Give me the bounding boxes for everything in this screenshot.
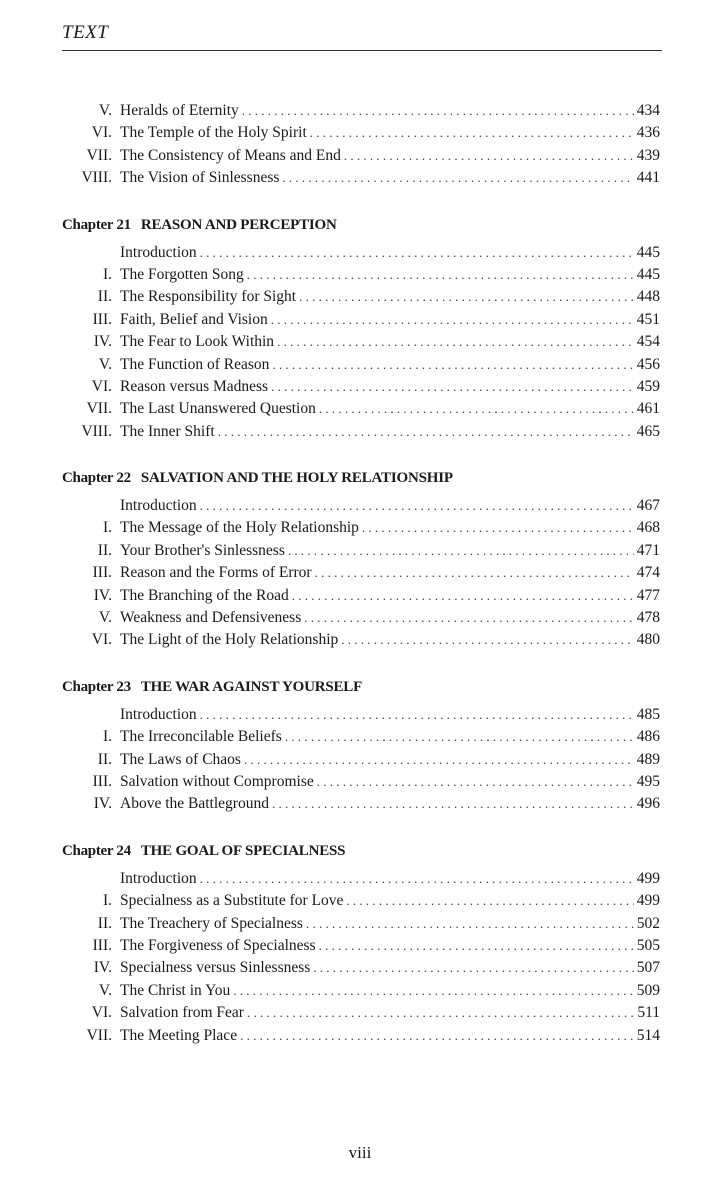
- toc-entry: [62, 935, 660, 957]
- toc-entry: [62, 562, 660, 584]
- section-page-number: 499: [636, 869, 660, 887]
- section-title: Introduction: [120, 243, 197, 261]
- section-page-number: 448: [636, 288, 660, 306]
- dot-leader: [277, 331, 634, 353]
- section-number: II.: [97, 750, 112, 768]
- section-number: I.: [102, 265, 112, 283]
- toc-entry: [62, 354, 660, 376]
- dot-leader: [272, 793, 634, 815]
- section-number: VI.: [91, 631, 112, 649]
- section-page-number: 514: [636, 1026, 660, 1044]
- dot-leader: [242, 100, 634, 122]
- dot-leader: [310, 122, 634, 144]
- section-title: Your Brother's Sinlessness: [120, 541, 285, 559]
- dot-leader: [306, 913, 634, 935]
- section-number: V.: [98, 355, 112, 373]
- dot-leader: [200, 242, 634, 264]
- toc-entry: [62, 771, 660, 793]
- dot-leader: [200, 495, 634, 517]
- section-number: II.: [97, 288, 112, 306]
- dot-leader: [285, 726, 634, 748]
- toc-entry: [62, 629, 660, 651]
- chapter-spacer: [62, 816, 660, 840]
- toc-entry: [62, 309, 660, 331]
- section-title: The Christ in You: [120, 981, 231, 999]
- section-number: VIII.: [81, 169, 112, 187]
- section-title: Above the Battleground: [120, 795, 269, 813]
- section-number: II.: [97, 914, 112, 932]
- section-page-number: 509: [636, 981, 660, 999]
- toc-entry: [62, 890, 660, 912]
- chapter-title: THE WAR AGAINST YOURSELF: [140, 678, 363, 695]
- chapter-spacer: [62, 443, 660, 467]
- section-page-number: 507: [636, 959, 660, 977]
- section-title: Weakness and Defensiveness: [120, 609, 302, 627]
- section-number: V.: [98, 102, 112, 119]
- section-title: The Inner Shift: [120, 422, 215, 440]
- chapter-heading: [62, 676, 660, 698]
- chapter-title: REASON AND PERCEPTION: [140, 216, 337, 233]
- section-title: Reason versus Madness: [120, 377, 269, 395]
- toc-entry: [62, 980, 660, 1002]
- section-page-number: 468: [636, 519, 660, 537]
- toc-entry: [62, 331, 660, 353]
- section-page-number: 445: [636, 265, 660, 283]
- section-page-number: 485: [636, 705, 660, 723]
- section-page-number: 477: [636, 586, 660, 604]
- toc-entry: [62, 868, 660, 890]
- dot-leader: [244, 749, 634, 771]
- toc-entry: [62, 726, 660, 748]
- dot-leader: [341, 629, 633, 651]
- section-title: The Treachery of Specialness: [120, 914, 303, 932]
- section-number: II.: [97, 541, 112, 559]
- dot-leader: [233, 980, 634, 1002]
- section-page-number: 461: [636, 400, 660, 418]
- section-number: VII.: [86, 400, 112, 418]
- dot-leader: [344, 145, 634, 167]
- section-page-number: 474: [636, 564, 660, 582]
- section-title: The Branching of the Road: [120, 586, 289, 604]
- toc-entry: [62, 122, 660, 144]
- dot-leader: [317, 771, 634, 793]
- section-title: Introduction: [120, 705, 197, 723]
- toc-entry: [62, 167, 660, 189]
- section-page-number: 489: [636, 750, 660, 768]
- toc-entry: [62, 242, 660, 264]
- section-number: III.: [92, 310, 112, 328]
- section-page-number: 486: [636, 728, 660, 746]
- section-page-number: 465: [636, 422, 660, 440]
- section-number: VI.: [91, 377, 112, 395]
- section-page-number: 499: [636, 892, 660, 910]
- toc-entry: [62, 286, 660, 308]
- dot-leader: [271, 376, 634, 398]
- section-title: The Message of the Holy Relationship: [120, 519, 359, 537]
- running-head-text: TEXT: [62, 22, 109, 43]
- dot-leader: [200, 868, 634, 890]
- toc-entry: [62, 100, 660, 122]
- section-page-number: 467: [636, 497, 660, 515]
- section-page-number: 480: [636, 631, 660, 649]
- dot-leader: [218, 421, 634, 443]
- section-number: I.: [102, 519, 112, 537]
- toc-entry: [62, 704, 660, 726]
- toc-entry: [62, 517, 660, 539]
- chapter-spacer: [62, 190, 660, 214]
- section-title: Introduction: [120, 869, 197, 887]
- section-title: The Temple of the Holy Spirit: [120, 124, 307, 142]
- section-page-number: 436: [636, 124, 660, 142]
- toc-entry: [62, 421, 660, 443]
- section-title: The Forgiveness of Specialness: [120, 936, 316, 954]
- section-number: IV.: [93, 333, 112, 351]
- dot-leader: [304, 607, 634, 629]
- toc-entry: [62, 145, 660, 167]
- section-title: Salvation from Fear: [120, 1004, 244, 1022]
- dot-leader: [282, 167, 633, 189]
- section-page-number: 456: [636, 355, 660, 373]
- dot-leader: [346, 890, 633, 912]
- section-title: The Fear to Look Within: [120, 333, 275, 351]
- section-title: Specialness versus Sinlessness: [120, 959, 311, 977]
- toc-entry: [62, 749, 660, 771]
- section-page-number: 459: [636, 377, 660, 395]
- section-number: IV.: [93, 795, 112, 813]
- section-title: The Vision of Sinlessness: [120, 169, 280, 187]
- section-title: The Function of Reason: [120, 355, 270, 373]
- dot-leader: [200, 704, 634, 726]
- toc-entry: [62, 1025, 660, 1047]
- section-number: VI.: [91, 1004, 112, 1022]
- section-title: Specialness as a Substitute for Love: [120, 892, 344, 910]
- dot-leader: [299, 286, 634, 308]
- section-title: The Responsibility for Sight: [120, 288, 297, 306]
- section-title: The Irreconcilable Beliefs: [120, 728, 282, 746]
- section-page-number: 478: [636, 609, 660, 627]
- section-number: III.: [92, 936, 112, 954]
- dot-leader: [271, 309, 634, 331]
- section-title: The Laws of Chaos: [120, 750, 241, 768]
- dot-leader: [247, 1002, 634, 1024]
- toc-entry: [62, 793, 660, 815]
- toc-entry: [62, 913, 660, 935]
- dot-leader: [272, 354, 633, 376]
- section-page-number: 454: [636, 333, 660, 351]
- section-page-number: 451: [636, 310, 660, 328]
- section-number: V.: [98, 609, 112, 627]
- section-title: Salvation without Compromise: [120, 772, 314, 790]
- section-number: VIII.: [81, 422, 112, 440]
- chapter-title: SALVATION AND THE HOLY RELATIONSHIP: [140, 470, 453, 487]
- section-page-number: 505: [636, 936, 660, 954]
- toc-entry: [62, 540, 660, 562]
- chapter-label: Chapter 21: [62, 216, 131, 233]
- running-head: [62, 18, 662, 51]
- chapter-label: Chapter 24: [62, 842, 131, 859]
- section-page-number: 441: [636, 169, 660, 187]
- dot-leader: [288, 540, 634, 562]
- section-number: VII.: [86, 1026, 112, 1044]
- section-title: Heralds of Eternity: [120, 102, 239, 119]
- section-page-number: 502: [636, 914, 660, 932]
- section-title: The Meeting Place: [120, 1026, 238, 1044]
- section-title: Reason and the Forms of Error: [120, 564, 312, 582]
- dot-leader: [315, 562, 634, 584]
- dot-leader: [240, 1025, 634, 1047]
- toc-entry: [62, 376, 660, 398]
- toc-entry: [62, 398, 660, 420]
- toc-entry: [62, 607, 660, 629]
- toc-entry: [62, 1002, 660, 1024]
- section-number: IV.: [93, 586, 112, 604]
- chapter-heading: [62, 214, 660, 236]
- section-page-number: 439: [636, 146, 660, 164]
- chapter-heading: [62, 467, 660, 489]
- dot-leader: [292, 585, 634, 607]
- section-number: III.: [92, 564, 112, 582]
- section-page-number: 495: [636, 772, 660, 790]
- section-page-number: 471: [636, 541, 660, 559]
- section-number: III.: [92, 772, 112, 790]
- chapter-spacer: [62, 652, 660, 676]
- dot-leader: [313, 957, 633, 979]
- section-title: Introduction: [120, 497, 197, 515]
- dot-leader: [319, 398, 634, 420]
- toc-entry: [62, 264, 660, 286]
- section-title: Faith, Belief and Vision: [120, 310, 268, 328]
- section-page-number: 445: [636, 243, 660, 261]
- section-title: The Light of the Holy Relationship: [120, 631, 339, 649]
- section-title: The Consistency of Means and End: [120, 146, 341, 164]
- dot-leader: [362, 517, 634, 539]
- section-page-number: 434: [636, 102, 660, 119]
- section-title: The Forgotten Song: [120, 265, 244, 283]
- chapter-label: Chapter 23: [62, 678, 131, 695]
- toc-entry: [62, 585, 660, 607]
- section-number: V.: [98, 981, 112, 999]
- chapter-heading: [62, 840, 660, 862]
- page-number: viii: [348, 1143, 372, 1162]
- section-title: The Last Unanswered Question: [120, 400, 316, 418]
- toc-entry: [62, 495, 660, 517]
- chapter-label: Chapter 22: [62, 470, 131, 487]
- section-number: I.: [102, 728, 112, 746]
- chapter-title: THE GOAL OF SPECIALNESS: [140, 842, 346, 859]
- dot-leader: [247, 264, 634, 286]
- section-number: I.: [102, 892, 112, 910]
- section-page-number: 511: [637, 1004, 660, 1022]
- dot-leader: [319, 935, 634, 957]
- section-number: IV.: [93, 959, 112, 977]
- section-number: VI.: [91, 124, 112, 142]
- table-of-contents: [62, 100, 660, 1047]
- toc-entry: [62, 957, 660, 979]
- section-page-number: 496: [636, 795, 660, 813]
- section-number: VII.: [86, 146, 112, 164]
